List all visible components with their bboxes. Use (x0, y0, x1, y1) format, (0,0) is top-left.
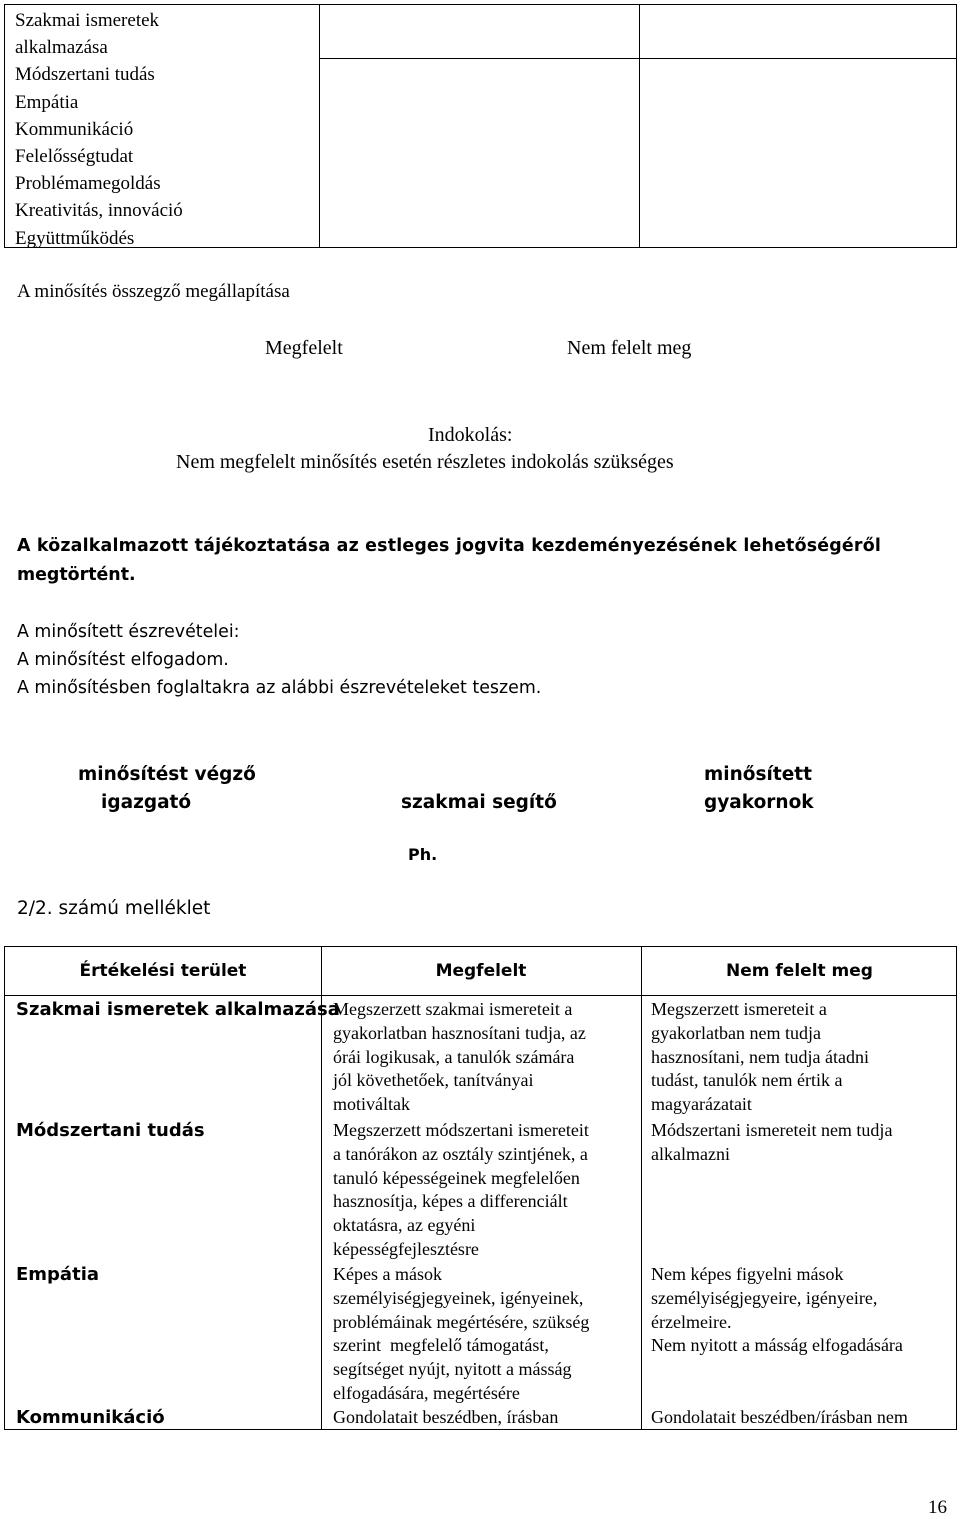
criteria-item: alkalmazása (15, 37, 108, 59)
criteria-list (15, 7, 183, 252)
area-cell: Szakmai ismeretek alkalmazása (16, 999, 340, 1020)
cell-line: motiváltak (333, 1094, 410, 1115)
cell-line: problémáinak megértésére, szükség (333, 1311, 590, 1332)
cell-line: képességfejlesztésre (333, 1238, 479, 1259)
pass-cell (333, 1406, 637, 1430)
header-area: Értékelési terület (79, 961, 247, 981)
header-pass: Megfelelt (435, 961, 527, 981)
comments-line2: A minősítésben foglaltakra az alábbi észrevételeket teszem. (17, 678, 542, 698)
cell-line: gyakorlatban hasznosítani tudja, az (333, 1022, 586, 1043)
cell-line: hasznosítani, nem tudja átadni (651, 1046, 869, 1067)
comments-line1: A minősítést elfogadom. (17, 650, 229, 670)
page-number: 16 (928, 1497, 947, 1518)
summary-title: A minősítés összegző megállapítása (17, 281, 290, 302)
evaluation-table (4, 946, 957, 1430)
criteria-item: Problémamegoldás (15, 173, 161, 195)
header-fail: Nem felelt meg (726, 961, 873, 981)
cell-line: személyiségjegyeinek, igényeinek, (333, 1287, 584, 1308)
table-divider (320, 58, 957, 59)
trainee-label-line1: minősített (704, 764, 812, 785)
cell-line: Gondolatait beszédben, írásban (333, 1407, 559, 1427)
fail-cell (651, 998, 951, 1117)
pass-cell (333, 998, 637, 1117)
cell-line: gyakorlatban nem tudja (651, 1022, 821, 1043)
criteria-item: Együttműködés (15, 227, 135, 249)
cell-line: érzelmeire. (651, 1311, 732, 1332)
fail-column-cell (640, 4, 957, 248)
fail-cell (651, 1406, 951, 1430)
notice-line1: A közalkalmazott tájékoztatása az estleges jogvita kezdeményezésének lehetőségéről (17, 536, 881, 556)
annex-label: 2/2. számú melléklet (17, 898, 211, 919)
criteria-table (4, 4, 957, 248)
cell-line: Megszerzett szakmai ismereteit a (333, 999, 573, 1019)
cell-line: Nem képes figyelni mások (651, 1264, 844, 1284)
cell-line: tanuló képességeinek megfelelően (333, 1167, 580, 1188)
column-divider (641, 947, 642, 1429)
cell-line: hasznosítja, képes a differenciált (333, 1191, 568, 1212)
cell-line: órái logikusak, a tanulók számára (333, 1046, 575, 1067)
cell-line: Képes a mások (333, 1264, 442, 1284)
cell-line: jól követhetőek, tanítványai (333, 1070, 534, 1091)
fail-option: Nem felelt meg (567, 337, 692, 359)
cell-line: Megszerzett módszertani ismereteit (333, 1120, 589, 1140)
pass-option: Megfelelt (265, 337, 343, 359)
pass-cell (333, 1119, 637, 1262)
cell-line: szerint megfelelő támogatást, (333, 1335, 549, 1356)
cell-line: alkalmazni (651, 1143, 730, 1164)
cell-line: Gondolatait beszédben/írásban nem (651, 1407, 908, 1427)
fail-cell (651, 1119, 951, 1167)
criteria-item: Felelősségtudat (15, 146, 134, 168)
comments-title: A minősített észrevételei: (17, 622, 240, 642)
reasoning-title: Indokolás: (428, 424, 513, 446)
cell-line: Módszertani ismereteit nem tudja (651, 1120, 893, 1140)
area-cell: Módszertani tudás (16, 1120, 205, 1141)
pass-cell (333, 1263, 637, 1406)
mentor-label: szakmai segítő (401, 792, 557, 813)
criteria-item: Kommunikáció (15, 118, 134, 140)
cell-line: Megszerzett ismereteit a (651, 999, 827, 1019)
criteria-item: Szakmai ismeretek (15, 10, 160, 31)
area-cell: Kommunikáció (16, 1407, 165, 1428)
cell-line: Nem nyitott a másság elfogadására (651, 1335, 903, 1356)
fail-cell (651, 1263, 951, 1358)
cell-line: segítséget nyújt, nyitott a másság (333, 1359, 572, 1380)
evaluator-label-line1: minősítést végző (78, 764, 256, 785)
cell-line: tudást, tanulók nem értik a (651, 1070, 843, 1091)
criteria-item: Módszertani tudás (15, 64, 155, 86)
criteria-item: Empátia (15, 91, 79, 113)
stamp-placeholder: Ph. (408, 845, 438, 864)
cell-line: elfogadására, megértésére (333, 1382, 520, 1403)
evaluator-label-line2: igazgató (101, 792, 192, 813)
cell-line: személyiségjegyeire, igényeire, (651, 1287, 878, 1308)
criteria-item: Kreativitás, innováció (15, 200, 183, 222)
header-divider (5, 995, 956, 996)
cell-line: a tanórákon az osztály szintjének, a (333, 1143, 588, 1164)
cell-line: oktatásra, az egyéni (333, 1215, 476, 1236)
area-cell: Empátia (16, 1264, 100, 1285)
cell-line: magyarázatait (651, 1094, 752, 1115)
reasoning-text: Nem megfelelt minősítés esetén részletes indokolás szükséges (176, 451, 674, 473)
pass-column-cell (320, 4, 640, 248)
notice-line2: megtörtént. (17, 565, 136, 585)
trainee-label-line2: gyakornok (704, 792, 814, 813)
